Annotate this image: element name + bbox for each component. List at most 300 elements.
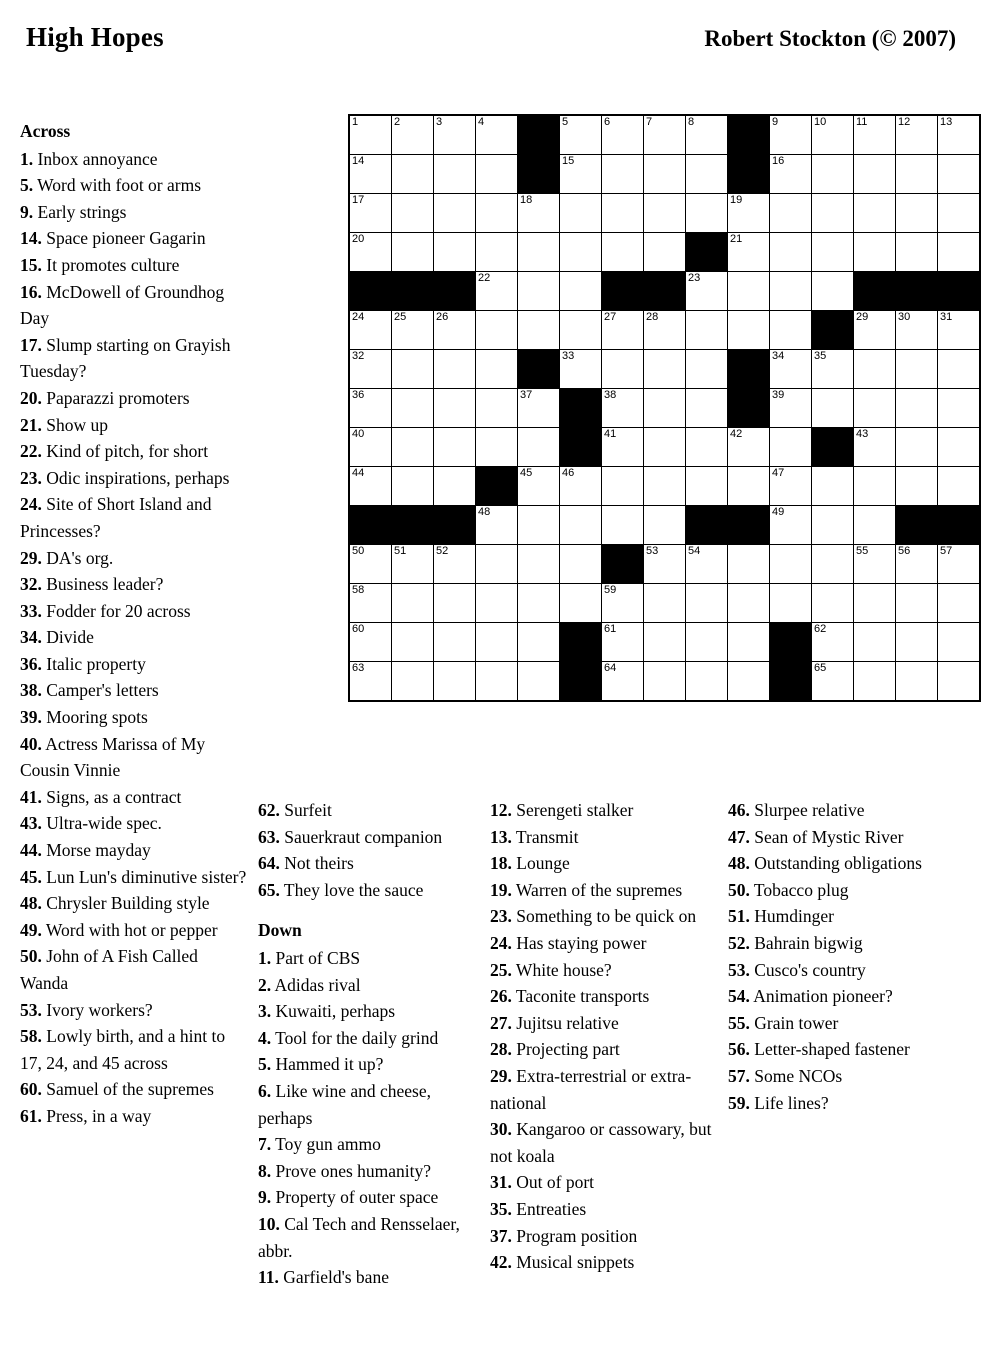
grid-cell[interactable] <box>602 350 644 389</box>
grid-cell[interactable] <box>770 272 812 311</box>
grid-cell[interactable] <box>938 389 981 428</box>
grid-cell[interactable] <box>476 311 518 350</box>
grid-cell[interactable] <box>518 545 560 584</box>
grid-cell[interactable] <box>728 545 770 584</box>
grid-cell[interactable] <box>812 233 854 272</box>
grid-cell[interactable] <box>476 662 518 702</box>
grid-cell[interactable] <box>854 350 896 389</box>
grid-cell[interactable] <box>602 389 644 428</box>
clue-number: 65. <box>258 879 280 900</box>
grid-row <box>349 311 980 350</box>
grid-cell[interactable] <box>854 428 896 467</box>
grid-cell[interactable] <box>434 545 476 584</box>
grid-row <box>349 584 980 623</box>
grid-cell[interactable] <box>518 272 560 311</box>
clue-number: 56. <box>728 1039 750 1060</box>
grid-cell[interactable] <box>602 467 644 506</box>
grid-cell[interactable] <box>602 623 644 662</box>
grid-cell[interactable] <box>770 506 812 545</box>
grid-cell[interactable] <box>770 350 812 389</box>
grid-cell[interactable] <box>770 311 812 350</box>
clue-number: 47. <box>728 826 750 847</box>
grid-cell-number: 25 <box>394 311 407 323</box>
grid-cell[interactable] <box>476 194 518 233</box>
grid-cell[interactable] <box>854 506 896 545</box>
grid-cell[interactable] <box>770 233 812 272</box>
grid-cell[interactable] <box>896 623 938 662</box>
grid-cell[interactable] <box>686 467 728 506</box>
grid-cell[interactable] <box>434 389 476 428</box>
grid-row <box>349 350 980 389</box>
grid-cell[interactable] <box>434 194 476 233</box>
grid-cell[interactable] <box>644 115 686 155</box>
grid-cell[interactable] <box>728 272 770 311</box>
grid-cell[interactable] <box>644 311 686 350</box>
grid-cell[interactable] <box>728 662 770 702</box>
grid-cell-block <box>602 545 644 584</box>
grid-cell[interactable] <box>854 584 896 623</box>
clue-item <box>490 850 712 877</box>
grid-cell[interactable] <box>854 389 896 428</box>
clue-text: Odic inspirations, perhaps <box>41 467 230 488</box>
clue-text: Lowly birth, and a hint to 17, 24, and 45 across <box>20 1026 226 1073</box>
grid-cell[interactable] <box>349 311 392 350</box>
grid-cell[interactable] <box>896 389 938 428</box>
grid-cell[interactable] <box>938 155 981 194</box>
grid-cell[interactable] <box>560 115 602 155</box>
grid-table[interactable] <box>348 114 981 702</box>
grid-cell[interactable] <box>392 155 434 194</box>
clue-number: 29. <box>20 547 42 568</box>
grid-cell[interactable] <box>560 155 602 194</box>
grid-cell-number: 53 <box>646 545 659 557</box>
grid-cell[interactable] <box>770 194 812 233</box>
grid-cell[interactable] <box>392 311 434 350</box>
clue-item <box>20 385 248 412</box>
grid-cell[interactable] <box>602 662 644 702</box>
clue-item <box>20 172 248 199</box>
clue-item <box>728 1010 966 1037</box>
clue-text: Paparazzi promoters <box>41 387 190 408</box>
grid-cell[interactable] <box>812 350 854 389</box>
grid-cell[interactable] <box>560 311 602 350</box>
grid-cell[interactable] <box>644 428 686 467</box>
grid-cell[interactable] <box>728 194 770 233</box>
grid-cell-number: 38 <box>604 389 617 401</box>
grid-cell[interactable] <box>896 194 938 233</box>
grid-cell[interactable] <box>560 584 602 623</box>
clue-text: Not theirs <box>279 853 354 874</box>
across-heading: Across <box>20 121 71 141</box>
grid-cell[interactable] <box>434 233 476 272</box>
grid-cell[interactable] <box>728 233 770 272</box>
grid-cell-number: 19 <box>730 194 743 206</box>
grid-cell[interactable] <box>349 194 392 233</box>
clue-text: Early strings <box>33 201 127 222</box>
grid-cell[interactable] <box>560 194 602 233</box>
grid-cell[interactable] <box>518 389 560 428</box>
clue-number: 1. <box>20 148 34 169</box>
grid-cell[interactable] <box>392 350 434 389</box>
grid-cell[interactable] <box>349 350 392 389</box>
grid-cell-block <box>686 506 728 545</box>
grid-cell[interactable] <box>560 233 602 272</box>
clue-text: Entreaties <box>511 1198 587 1219</box>
clue-number: 24. <box>20 494 42 515</box>
grid-cell[interactable] <box>854 115 896 155</box>
clue-item <box>728 824 966 851</box>
clue-number: 40. <box>20 733 42 754</box>
down-clue-list-part2 <box>490 797 712 1276</box>
clue-text: Surfeit <box>279 800 332 820</box>
grid-cell[interactable] <box>854 155 896 194</box>
grid-cell[interactable] <box>518 467 560 506</box>
grid-cell-block <box>560 389 602 428</box>
clue-item <box>728 957 966 984</box>
grid-cell[interactable] <box>938 662 981 702</box>
grid-cell[interactable] <box>728 428 770 467</box>
grid-cell[interactable] <box>560 545 602 584</box>
clue-text: Sauerkraut companion <box>279 826 443 847</box>
grid-cell[interactable] <box>476 428 518 467</box>
grid-cell[interactable] <box>644 194 686 233</box>
grid-cell[interactable] <box>812 506 854 545</box>
clue-number: 9. <box>20 201 34 222</box>
grid-cell[interactable] <box>434 115 476 155</box>
clue-number: 11. <box>258 1267 279 1288</box>
grid-cell[interactable] <box>896 350 938 389</box>
grid-cell[interactable] <box>938 311 981 350</box>
grid-cell[interactable] <box>518 584 560 623</box>
grid-cell[interactable] <box>896 233 938 272</box>
grid-cell[interactable] <box>728 584 770 623</box>
grid-cell[interactable] <box>392 233 434 272</box>
grid-cell[interactable] <box>392 115 434 155</box>
clue-number: 41. <box>20 786 42 807</box>
grid-cell[interactable] <box>602 155 644 194</box>
grid-cell-block <box>770 623 812 662</box>
grid-cell[interactable] <box>392 428 434 467</box>
grid-cell[interactable] <box>476 155 518 194</box>
clue-number: 33. <box>20 600 42 621</box>
grid-cell[interactable] <box>812 623 854 662</box>
grid-cell-number: 43 <box>856 428 869 440</box>
grid-cell[interactable] <box>686 115 728 155</box>
clue-number: 3. <box>258 1001 272 1022</box>
grid-cell[interactable] <box>518 428 560 467</box>
grid-cell[interactable] <box>686 545 728 584</box>
clue-item <box>728 877 966 904</box>
grid-cell[interactable] <box>686 662 728 702</box>
grid-cell[interactable] <box>644 233 686 272</box>
grid-cell[interactable] <box>854 311 896 350</box>
grid-cell[interactable] <box>476 584 518 623</box>
grid-cell[interactable] <box>602 428 644 467</box>
grid-cell[interactable] <box>392 467 434 506</box>
grid-cell[interactable] <box>938 115 981 155</box>
grid-cell[interactable] <box>476 389 518 428</box>
clue-text: Serengeti stalker <box>511 800 634 820</box>
grid-cell-number: 45 <box>520 467 533 479</box>
grid-cell[interactable] <box>812 545 854 584</box>
grid-cell[interactable] <box>938 350 981 389</box>
grid-cell[interactable] <box>349 115 392 155</box>
grid-cell[interactable] <box>896 311 938 350</box>
grid-cell-number: 64 <box>604 662 617 674</box>
clue-number: 13. <box>490 826 512 847</box>
grid-cell[interactable] <box>476 115 518 155</box>
grid-cell[interactable] <box>476 506 518 545</box>
grid-cell[interactable] <box>728 467 770 506</box>
clue-item <box>20 890 248 917</box>
grid-cell[interactable] <box>770 389 812 428</box>
clue-item <box>490 983 712 1010</box>
grid-cell[interactable] <box>686 311 728 350</box>
clue-item <box>20 677 248 704</box>
grid-cell[interactable] <box>770 428 812 467</box>
clue-item <box>258 998 468 1025</box>
grid-row <box>349 233 980 272</box>
grid-cell[interactable] <box>686 194 728 233</box>
grid-cell[interactable] <box>518 662 560 702</box>
grid-cell[interactable] <box>434 662 476 702</box>
grid-cell[interactable] <box>602 506 644 545</box>
clue-item <box>20 1103 248 1130</box>
grid-cell[interactable] <box>349 545 392 584</box>
clue-text: Extra-terrestrial or extra-national <box>490 1065 692 1113</box>
grid-cell[interactable] <box>602 584 644 623</box>
grid-cell[interactable] <box>518 311 560 350</box>
grid-cell[interactable] <box>644 545 686 584</box>
grid-cell[interactable] <box>518 506 560 545</box>
grid-cell[interactable] <box>434 311 476 350</box>
crossword-grid[interactable] <box>348 114 981 702</box>
grid-cell-number: 3 <box>436 116 443 128</box>
grid-cell[interactable] <box>349 155 392 194</box>
grid-cell[interactable] <box>686 155 728 194</box>
grid-cell[interactable] <box>938 467 981 506</box>
grid-cell[interactable] <box>434 623 476 662</box>
clue-text: Transmit <box>511 826 579 847</box>
grid-cell[interactable] <box>518 194 560 233</box>
clue-text: Part of CBS <box>271 947 361 968</box>
clue-item <box>490 903 712 930</box>
clue-number: 9. <box>258 1187 272 1208</box>
grid-cell[interactable] <box>770 545 812 584</box>
clue-number: 16. <box>20 281 42 302</box>
clue-number: 38. <box>20 680 42 701</box>
grid-cell-number: 15 <box>562 155 575 167</box>
clue-column-4 <box>728 797 966 1116</box>
clue-item <box>490 1116 712 1169</box>
grid-cell[interactable] <box>896 428 938 467</box>
clue-item <box>490 797 712 824</box>
clue-item <box>258 1184 468 1211</box>
grid-cell[interactable] <box>896 584 938 623</box>
grid-cell[interactable] <box>644 506 686 545</box>
clue-item <box>20 491 248 544</box>
grid-cell[interactable] <box>938 194 981 233</box>
grid-cell[interactable] <box>854 194 896 233</box>
grid-cell[interactable] <box>392 584 434 623</box>
grid-cell[interactable] <box>686 428 728 467</box>
grid-row <box>349 389 980 428</box>
clue-item <box>258 1078 468 1131</box>
clue-text: Site of Short Island and Princesses? <box>20 494 212 541</box>
grid-cell[interactable] <box>560 506 602 545</box>
clue-number: 32. <box>20 574 42 595</box>
clue-item <box>728 797 966 824</box>
grid-cell[interactable] <box>434 350 476 389</box>
grid-cell[interactable] <box>602 233 644 272</box>
grid-cell[interactable] <box>434 584 476 623</box>
grid-cell[interactable] <box>728 311 770 350</box>
clue-text: Toy gun ammo <box>271 1134 381 1155</box>
grid-cell-block <box>896 506 938 545</box>
grid-cell[interactable] <box>644 155 686 194</box>
grid-cell-number: 26 <box>436 311 449 323</box>
grid-cell[interactable] <box>476 545 518 584</box>
grid-cell[interactable] <box>896 115 938 155</box>
grid-cell[interactable] <box>938 545 981 584</box>
grid-cell[interactable] <box>518 623 560 662</box>
grid-cell[interactable] <box>392 545 434 584</box>
grid-cell[interactable] <box>812 115 854 155</box>
grid-cell[interactable] <box>644 623 686 662</box>
grid-cell[interactable] <box>938 584 981 623</box>
clue-number: 52. <box>728 932 750 953</box>
grid-cell[interactable] <box>812 272 854 311</box>
grid-cell[interactable] <box>770 115 812 155</box>
grid-cell[interactable] <box>476 233 518 272</box>
grid-cell[interactable] <box>686 272 728 311</box>
grid-cell[interactable] <box>349 623 392 662</box>
grid-cell[interactable] <box>602 311 644 350</box>
grid-cell[interactable] <box>938 623 981 662</box>
clue-text: Lun Lun's diminutive sister? <box>41 866 247 887</box>
grid-cell[interactable] <box>392 662 434 702</box>
grid-cell[interactable] <box>392 194 434 233</box>
clue-item <box>258 1264 468 1291</box>
grid-cell[interactable] <box>686 584 728 623</box>
clue-number: 48. <box>728 853 750 874</box>
grid-cell[interactable] <box>644 467 686 506</box>
grid-cell[interactable] <box>854 233 896 272</box>
grid-cell[interactable] <box>770 467 812 506</box>
grid-cell-number: 63 <box>352 662 365 674</box>
grid-cell[interactable] <box>812 194 854 233</box>
grid-cell[interactable] <box>938 428 981 467</box>
clue-text: Cusco's country <box>749 959 866 980</box>
clue-text: They love the sauce <box>279 879 424 900</box>
grid-cell[interactable] <box>728 623 770 662</box>
grid-cell[interactable] <box>644 389 686 428</box>
grid-cell[interactable] <box>896 467 938 506</box>
grid-cell[interactable] <box>476 272 518 311</box>
grid-row <box>349 272 980 311</box>
grid-cell[interactable] <box>896 662 938 702</box>
grid-cell[interactable] <box>392 389 434 428</box>
grid-cell[interactable] <box>686 350 728 389</box>
clue-item <box>20 1023 248 1076</box>
grid-cell[interactable] <box>434 155 476 194</box>
grid-cell[interactable] <box>686 389 728 428</box>
grid-cell-number: 12 <box>898 116 911 128</box>
clue-text: Tobacco plug <box>749 879 849 900</box>
grid-cell[interactable] <box>812 467 854 506</box>
grid-cell-number: 48 <box>478 506 491 518</box>
clue-item <box>20 624 248 651</box>
grid-cell[interactable] <box>560 467 602 506</box>
grid-cell[interactable] <box>349 389 392 428</box>
grid-cell[interactable] <box>644 662 686 702</box>
grid-cell-number: 11 <box>856 116 868 128</box>
grid-cell[interactable] <box>812 389 854 428</box>
grid-cell-number: 59 <box>604 584 617 596</box>
clue-number: 26. <box>490 986 512 1007</box>
down-heading: Down <box>258 920 302 941</box>
grid-cell[interactable] <box>476 350 518 389</box>
grid-cell[interactable] <box>770 155 812 194</box>
clue-item <box>20 465 248 492</box>
grid-cell[interactable] <box>434 428 476 467</box>
clue-text: Letter-shaped fastener <box>749 1039 910 1060</box>
grid-cell[interactable] <box>644 350 686 389</box>
grid-cell-block <box>938 272 981 311</box>
clue-text: Jujitsu relative <box>511 1012 619 1033</box>
clue-number: 28. <box>490 1039 512 1060</box>
grid-cell[interactable] <box>349 428 392 467</box>
grid-cell[interactable] <box>812 155 854 194</box>
grid-cell[interactable] <box>854 623 896 662</box>
grid-cell[interactable] <box>644 584 686 623</box>
grid-cell[interactable] <box>854 545 896 584</box>
grid-cell[interactable] <box>434 467 476 506</box>
grid-cell[interactable] <box>938 233 981 272</box>
grid-cell[interactable] <box>854 467 896 506</box>
grid-cell[interactable] <box>349 662 392 702</box>
grid-cell[interactable] <box>349 584 392 623</box>
clue-item <box>728 1063 966 1090</box>
grid-cell[interactable] <box>896 545 938 584</box>
grid-cell[interactable] <box>560 272 602 311</box>
grid-cell[interactable] <box>602 115 644 155</box>
clue-item <box>20 252 248 279</box>
clue-item <box>728 1090 966 1117</box>
grid-cell[interactable] <box>812 662 854 702</box>
grid-cell-block <box>812 311 854 350</box>
grid-cell[interactable] <box>518 233 560 272</box>
grid-cell[interactable] <box>392 623 434 662</box>
grid-cell[interactable] <box>476 623 518 662</box>
grid-cell[interactable] <box>349 467 392 506</box>
clue-text: Kangaroo or cassowary, but not koala <box>490 1119 712 1166</box>
clue-item <box>258 1025 468 1052</box>
grid-cell-number: 56 <box>898 545 911 557</box>
grid-cell[interactable] <box>560 350 602 389</box>
grid-cell[interactable] <box>854 662 896 702</box>
grid-cell[interactable] <box>349 233 392 272</box>
grid-cell[interactable] <box>812 584 854 623</box>
clue-number: 54. <box>728 986 750 1007</box>
grid-cell[interactable] <box>686 623 728 662</box>
grid-cell[interactable] <box>602 194 644 233</box>
grid-cell-number: 47 <box>772 467 785 479</box>
clue-number: 18. <box>490 853 512 874</box>
clue-number: 25. <box>490 959 512 980</box>
grid-cell[interactable] <box>770 584 812 623</box>
grid-cell[interactable] <box>896 155 938 194</box>
